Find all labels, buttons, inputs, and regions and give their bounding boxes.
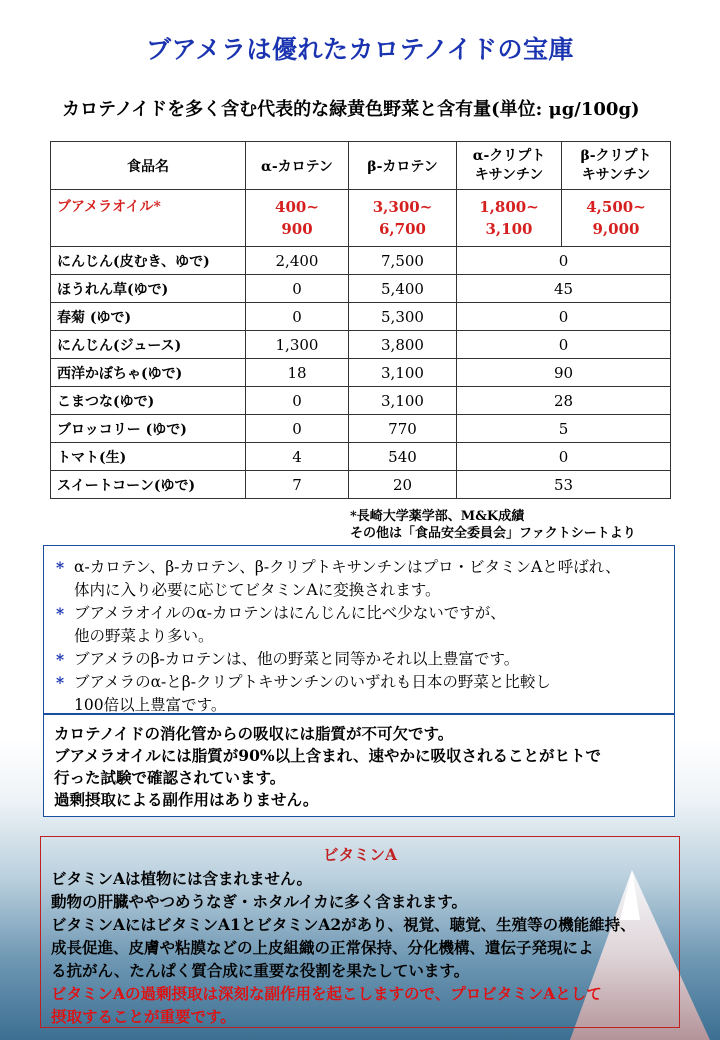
beta-carotene-value: 540	[349, 443, 457, 471]
asterisk-icon: *	[56, 604, 65, 623]
table-row	[51, 387, 671, 415]
absorption-line: 過剰摂取による副作用はありません。	[54, 790, 319, 809]
food-name: スイートコーン(ゆで)	[51, 471, 246, 499]
food-name: こまつな(ゆで)	[51, 387, 246, 415]
header-food-name: 食品名	[51, 142, 246, 190]
cryptoxanthin-value: 0	[457, 443, 671, 471]
note-text: ブアメラのα-とβ-クリプトキサンチンのいずれも日本の野菜と比較し 100倍以上豊富です。	[74, 673, 551, 714]
beta-carotene-value: 5,300	[349, 303, 457, 331]
table-row	[51, 471, 671, 499]
note-text: ブアメラのβ-カロテンは、他の野菜と同等かそれ以上豊富です。	[74, 650, 520, 668]
table-row	[51, 247, 671, 275]
alpha-carotene-value: 2,400	[246, 247, 349, 275]
asterisk-icon: *	[56, 650, 65, 669]
alpha-carotene-value: 4	[246, 443, 349, 471]
header-beta-cryptoxanthin: β-クリプト キサンチン	[562, 142, 671, 190]
notes-box	[43, 545, 675, 714]
cryptoxanthin-value: 45	[457, 275, 671, 303]
alpha-carotene-value: 0	[246, 303, 349, 331]
note-text: α-カロテン、β-カロテン、β-クリプトキサンチンはプロ・ビタミンAと呼ばれ、 体内に入り必要に応じてビタミンAに変換されます。	[74, 558, 621, 599]
vitamin-a-line: 成長促進、皮膚や粘膜などの上皮組織の正常保持、分化機構、遺伝子発現によ	[51, 938, 594, 957]
note-text: ブアメラオイルのα-カロテンはにんじんに比べ少ないですが、 他の野菜より多い。	[74, 604, 506, 645]
cryptoxanthin-value: 0	[457, 331, 671, 359]
buamera-beta-carotene: 3,300~ 6,700	[349, 190, 457, 247]
table-row	[51, 303, 671, 331]
beta-carotene-value: 7,500	[349, 247, 457, 275]
cryptoxanthin-value: 0	[457, 247, 671, 275]
food-name: トマト(生)	[51, 443, 246, 471]
header-alpha-cryptoxanthin: α-クリプト キサンチン	[457, 142, 562, 190]
cryptoxanthin-value: 0	[457, 303, 671, 331]
table-subtitle: カロテノイドを多く含む代表的な緑黄色野菜と含有量(単位: μg/100g)	[62, 99, 640, 120]
vitamin-a-line: 動物の肝臓ややつめうなぎ・ホタルイカに多く含まれます。	[51, 892, 468, 911]
absorption-line: カロテノイドの消化管からの吸収には脂質が不可欠です。	[54, 724, 454, 743]
vitamin-a-warning: ビタミンAの過剰摂取は深刻な副作用を起こしますので、プロビタミンAとして	[51, 984, 602, 1003]
alpha-carotene-value: 0	[246, 387, 349, 415]
cryptoxanthin-value: 90	[457, 359, 671, 387]
table-row	[51, 331, 671, 359]
asterisk-icon: *	[56, 673, 65, 692]
table-header-row	[51, 142, 671, 190]
buamera-row	[51, 190, 671, 247]
beta-carotene-value: 5,400	[349, 275, 457, 303]
absorption-line: 行った試験で確認されています。	[54, 768, 286, 787]
table-row	[51, 359, 671, 387]
beta-carotene-value: 3,800	[349, 331, 457, 359]
page-title: ブアメラは優れたカロテノイドの宝庫	[145, 35, 574, 64]
note-item	[56, 671, 668, 717]
absorption-box	[43, 714, 675, 817]
buamera-beta-cryptoxanthin: 4,500~ 9,000	[562, 190, 671, 247]
vitamin-a-line: ビタミンAにはビタミンA1とビタミンA2があり、視覚、聴覚、生殖等の機能維持、	[51, 915, 636, 934]
buamera-name: ブアメラオイル*	[51, 190, 246, 247]
note-item	[56, 648, 668, 671]
table-row	[51, 275, 671, 303]
vitamin-a-warning: 摂取することが重要です。	[51, 1007, 236, 1026]
header-beta-carotene: β-カロテン	[349, 142, 457, 190]
carotenoid-table	[50, 141, 671, 499]
food-name: ブロッコリー (ゆで)	[51, 415, 246, 443]
note-item	[56, 556, 668, 602]
vitamin-a-line: ビタミンAは植物には含まれません。	[51, 869, 312, 888]
table-row	[51, 415, 671, 443]
cryptoxanthin-value: 53	[457, 471, 671, 499]
beta-carotene-value: 3,100	[349, 359, 457, 387]
vitamin-a-line: る抗がん、たんぱく質合成に重要な役割を果たしています。	[51, 961, 470, 980]
vitamin-a-box	[40, 836, 680, 1028]
table-row	[51, 443, 671, 471]
food-name: 春菊 (ゆで)	[51, 303, 246, 331]
food-name: 西洋かぼちゃ(ゆで)	[51, 359, 246, 387]
source-line-1: *長崎大学薬学部、M&K成績	[350, 509, 525, 524]
alpha-carotene-value: 0	[246, 275, 349, 303]
source-line-2: その他は「食品安全委員会」ファクトシートより	[350, 526, 636, 541]
food-name: にんじん(ジュース)	[51, 331, 246, 359]
alpha-carotene-value: 18	[246, 359, 349, 387]
cryptoxanthin-value: 28	[457, 387, 671, 415]
vitamin-a-heading: ビタミンA	[322, 845, 398, 864]
absorption-line: ブアメラオイルには脂質が90%以上含まれ、速やかに吸収されることがヒトで	[54, 746, 602, 765]
header-alpha-carotene: α-カロテン	[246, 142, 349, 190]
food-name: にんじん(皮むき、ゆで)	[51, 247, 246, 275]
beta-carotene-value: 20	[349, 471, 457, 499]
beta-carotene-value: 3,100	[349, 387, 457, 415]
buamera-alpha-carotene: 400~ 900	[246, 190, 349, 247]
alpha-carotene-value: 1,300	[246, 331, 349, 359]
asterisk-icon: *	[56, 558, 65, 577]
source-note	[350, 508, 636, 542]
food-name: ほうれん草(ゆで)	[51, 275, 246, 303]
alpha-carotene-value: 7	[246, 471, 349, 499]
vegetable-rows	[51, 247, 671, 499]
alpha-carotene-value: 0	[246, 415, 349, 443]
note-item	[56, 602, 668, 648]
cryptoxanthin-value: 5	[457, 415, 671, 443]
buamera-alpha-cryptoxanthin: 1,800~ 3,100	[457, 190, 562, 247]
beta-carotene-value: 770	[349, 415, 457, 443]
